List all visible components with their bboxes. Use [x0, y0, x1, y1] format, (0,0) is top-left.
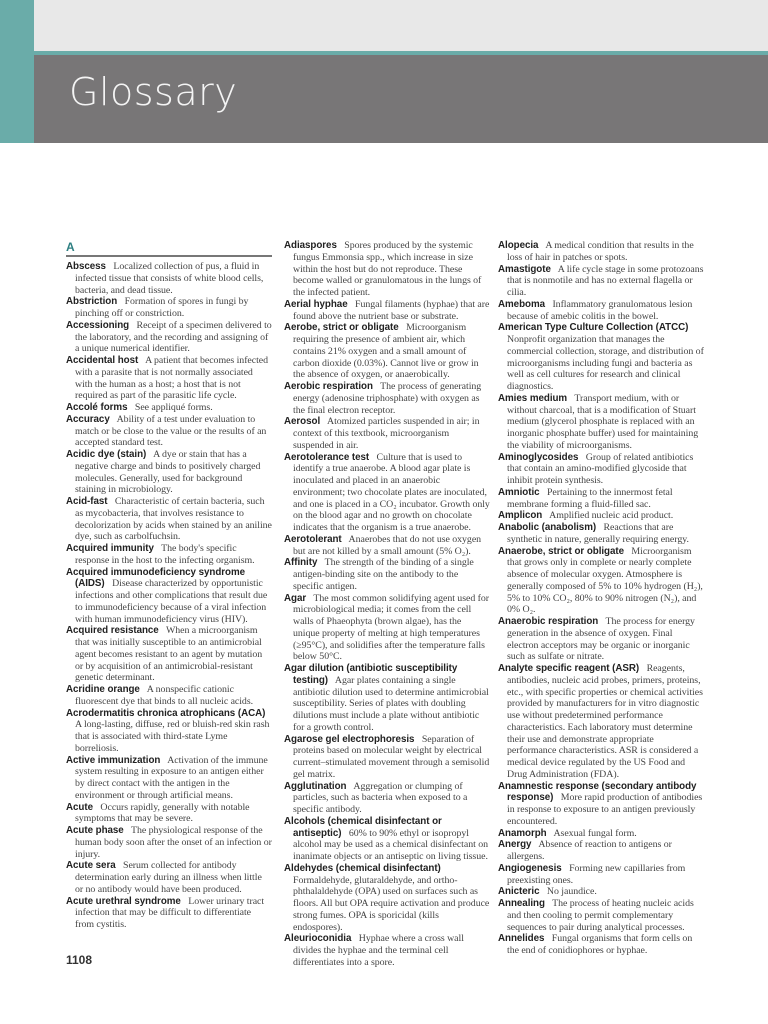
glossary-definition: A nonspecific cationic fluorescent dye that binds to all nucleic acids.: [75, 684, 254, 707]
glossary-definition: See appliqué forms.: [134, 402, 213, 413]
glossary-term: Acidic dye (stain): [66, 449, 147, 460]
glossary-entry: [498, 663, 704, 781]
glossary-term: Analyte specific reagent (ASR): [498, 663, 640, 674]
glossary-definition: Characteristic of certain bacteria, such as mycobacteria, that involves resistance to decolorization by acids when stained by an aniline dye, such as carbolfuchsin.: [75, 496, 272, 543]
glossary-definition: The strength of the binding of a single antigen-binding site on the antibody to the specific antigen.: [293, 557, 474, 592]
glossary-term: Aerotolerant: [284, 533, 342, 545]
glossary-term: Acquired resistance: [66, 625, 159, 637]
glossary-entry: [498, 240, 704, 264]
glossary-definition: Aggregation or clumping of particles, such as bacteria when exposed to a specific antibody.: [293, 780, 468, 815]
glossary-definition: No jaundice.: [546, 886, 597, 898]
glossary-entry: [284, 322, 490, 381]
glossary-term: Agarose gel electrophoresis: [284, 733, 415, 745]
glossary-definition: Fungal filaments (hyphae) that are found above the nutrient base or substrate.: [293, 298, 490, 322]
teal-side-strip: [0, 0, 34, 143]
glossary-definition: The physiological response of the human body soon after the onset of an infection or injury.: [75, 825, 272, 860]
glossary-column-2: [284, 240, 490, 969]
glossary-definition: Group of related antibiotics that contain an amino-modified glycoside that inhibit protein synthesis.: [507, 451, 694, 486]
glossary-entry: [284, 593, 490, 664]
glossary-entry: [498, 487, 704, 511]
glossary-term: Adiaspores: [284, 240, 337, 251]
glossary-entry: [66, 896, 272, 931]
glossary-term: Agar dilution (antibiotic susceptibility testing): [284, 663, 458, 686]
glossary-entry: [66, 261, 272, 296]
glossary-term: Accessioning: [66, 319, 130, 331]
glossary-term: Acute: [66, 801, 93, 813]
glossary-entry: [66, 496, 272, 543]
glossary-term: Amastigote: [498, 263, 551, 275]
glossary-entry: [284, 416, 490, 451]
glossary-definition: Formation of spores in fungi by pinching off or constriction.: [75, 296, 249, 319]
glossary-entry: [498, 299, 704, 323]
glossary-term: Accidental host: [66, 355, 139, 366]
glossary-entry: [284, 299, 490, 323]
glossary-definition: Hyphae where a cross wall divides the hyphae and the terminal cell differentiates into a spore.: [293, 933, 464, 968]
glossary-term: Accuracy: [66, 413, 110, 425]
glossary-term: Aldehydes (chemical disinfectant): [284, 862, 441, 874]
glossary-definition: Spores produced by the systemic fungus Emmonsia spp., which increase in size within the host but do not reproduce. These become walled or granulomatous in the lungs of the infected patient.: [293, 240, 482, 298]
glossary-term: Abscess: [66, 261, 106, 272]
glossary-term: Anamnestic response (secondary antibody response): [498, 780, 697, 804]
glossary-definition: Amplified nucleic acid product.: [549, 510, 674, 522]
page-number: 1108: [66, 953, 93, 967]
glossary-term: Acid-fast: [66, 496, 108, 507]
glossary-definition: Nonprofit organization that manages the commercial collection, storage, and distribution of microorganisms including fungi and bacteria as well as cell cultures for research and clinical diagnostics.: [507, 334, 704, 392]
glossary-term: Aleurioconidia: [284, 933, 352, 945]
glossary-entry: [284, 557, 490, 592]
glossary-definition: Ability of a test under evaluation to match or be close to the value or the results of an accepted standard test.: [75, 413, 267, 449]
glossary-term: Active immunization: [66, 754, 161, 766]
glossary-term: Ameboma: [498, 298, 546, 310]
glossary-entry: [66, 414, 272, 449]
glossary-term: Anaerobic respiration: [498, 616, 599, 627]
glossary-entry: [66, 625, 272, 684]
glossary-entry: [284, 240, 490, 299]
glossary-term: Aerosol: [284, 416, 321, 428]
glossary-term: Anamorph: [498, 827, 547, 839]
glossary-definition: Asexual fungal form.: [553, 827, 637, 839]
glossary-definition: Microorganism requiring the presence of ambient air, which contains 21% oxygen and a small amount of carbon dioxide (0.03%). Cannot live or grow in the absence of oxygen, or anaerobically.: [293, 322, 479, 381]
glossary-entry: [66, 402, 272, 414]
glossary-definition: Activation of the immune system resulting in exposure to an antigen either by direct contact with the antigen in the environment or through artificial means.: [75, 754, 268, 801]
glossary-definition: Lower urinary tract infection that may be difficult to differentiate from cystitis.: [75, 895, 265, 930]
glossary-entry: [66, 825, 272, 860]
glossary-definition: Formaldehyde, glutaraldehyde, and ortho-phthalaldehyde (OPA) used on surfaces such as floors. All but OPA require activation and produce strong fumes. OPA is sporicidal (kills endospores).: [293, 874, 490, 933]
glossary-term: Affinity: [284, 557, 318, 569]
glossary-entry: [284, 663, 490, 734]
glossary-term: Alcohols (chemical disinfectant or antiseptic): [284, 815, 442, 839]
glossary-definition: Agar plates containing a single antibiotic dilution used to determine antimicrobial susceptibility. Series of plates with doubling dilutions must include a plate without antibiotic for a growth control.: [293, 674, 489, 733]
glossary-entry: [498, 264, 704, 299]
glossary-definition: The body's specific response in the host to the infecting organism.: [75, 543, 255, 566]
glossary-entry: [498, 886, 704, 898]
glossary-definition: Anaerobes that do not use oxygen but are not killed by a small amount (5% O₂).: [293, 533, 482, 557]
glossary-term: Anaerobe, strict or obligate: [498, 545, 624, 557]
glossary-entry: [66, 684, 272, 708]
glossary-term: Aminoglycosides: [498, 451, 579, 463]
glossary-definition: A medical condition that results in the loss of hair in patches or spots.: [507, 240, 694, 263]
glossary-entry: [498, 898, 704, 933]
glossary-definition: Localized collection of pus, a fluid in infected tissue that consists of white blood cells, bacteria, and dead tissue.: [75, 261, 264, 296]
glossary-entry: [284, 452, 490, 534]
glossary-term: Acridine orange: [66, 684, 140, 695]
glossary-definition: Transport medium, with or without charcoal, that is a modification of Stuart medium (glycerol phosphate is replaced with an inorganic phosphate buffer) used for maintaining the viability of microorganisms.: [507, 392, 699, 451]
glossary-entry: [498, 452, 704, 487]
glossary-definition: Separation of proteins based on molecular weight by electrical current–stimulated movement through a semisolid gel matrix.: [293, 733, 490, 780]
glossary-definition: A patient that becomes infected with a parasite that is not normally associated with the human as a host; a host that is not required as part of the parasitic life cycle.: [75, 355, 269, 402]
glossary-definition: Reactions that are synthetic in nature, generally requiring energy.: [507, 522, 689, 545]
glossary-term: Anicteric: [498, 886, 540, 898]
glossary-entry: [284, 816, 490, 863]
glossary-entry: [498, 393, 704, 452]
glossary-entry: [284, 933, 490, 968]
glossary-definition: 60% to 90% ethyl or isopropyl alcohol may be used as a chemical disinfectant on inanimate objects or an antiseptic on living tissue.: [293, 827, 488, 862]
glossary-term: Acute phase: [66, 825, 124, 836]
glossary-entry: [66, 708, 272, 755]
glossary-entry: [66, 567, 272, 626]
glossary-definition: Occurs rapidly, generally with notable symptoms that may be severe.: [75, 801, 250, 825]
glossary-definition: A life cycle stage in some protozoans that is nonmotile and has no external flagella or cilia.: [507, 263, 704, 298]
glossary-term: Acute urethral syndrome: [66, 895, 181, 907]
glossary-term: Agglutination: [284, 780, 347, 792]
glossary-definition: A long-lasting, diffuse, red or bluish-red skin rash that is associated with third-state Lyme borreliosis.: [75, 719, 270, 754]
glossary-definition: Forming new capillaries from preexisting ones.: [507, 862, 686, 886]
glossary-term: Amies medium: [498, 392, 568, 404]
glossary-term: Alopecia: [498, 240, 539, 251]
glossary-definition: Serum collected for antibody determination early during an illness when little or no antibody would have been produced.: [75, 860, 262, 895]
glossary-entry: [66, 449, 272, 496]
glossary-term: Amplicon: [498, 510, 543, 522]
glossary-entry: [66, 755, 272, 802]
glossary-entry: [498, 510, 704, 522]
glossary-term: American Type Culture Collection (ATCC): [498, 322, 689, 334]
glossary-term: Amniotic: [498, 486, 540, 498]
glossary-definition: Absence of reaction to antigens or allergens.: [507, 839, 672, 862]
glossary-entry: [66, 860, 272, 895]
glossary-definition: The process of generating energy (adenosine triphosphate) with oxygen as the final electron receptor.: [293, 381, 482, 416]
glossary-term: Aerial hyphae: [284, 298, 348, 310]
glossary-entry: [284, 863, 490, 934]
glossary-entry: [66, 543, 272, 567]
glossary-entry: [498, 828, 704, 840]
glossary-definition: Inflammatory granulomatous lesion because of amebic colitis in the bowel.: [507, 298, 693, 322]
glossary-term: Acquired immunodeficiency syndrome (AIDS): [66, 566, 246, 590]
glossary-entry: [498, 616, 704, 663]
glossary-entry: [284, 781, 490, 816]
glossary-term: Agar: [284, 592, 307, 604]
glossary-definition: Microorganism that grows only in complete or nearly complete absence of molecular oxygen. Atmosphere is generally composed of 5% to 10% hydrogen (H₂), 5% to 10% CO₂, 80% to 90% nitrogen (N₂), and 0% O₂.: [507, 545, 703, 616]
glossary-column-1: [66, 240, 272, 931]
glossary-entry: [498, 546, 704, 617]
glossary-definition: The process for energy generation in the absence of oxygen. Final electron acceptors may be organic or inorganic such as sulfate or nitrate.: [507, 616, 695, 663]
glossary-definition: More rapid production of antibodies in response to exposure to an antigen previously encountered.: [507, 792, 703, 827]
glossary-definition: Fungal organisms that form cells on the end of conidiophores or hyphae.: [507, 933, 693, 956]
glossary-term: Aerobic respiration: [284, 381, 373, 392]
glossary-entry: [284, 534, 490, 558]
glossary-definition: Atomized particles suspended in air; in context of this textbook, microorganism suspended in air.: [293, 416, 480, 451]
glossary-definition: Disease characterized by opportunistic infections and other complications that result due to immunodeficiency because of a viral infection with human immunodeficiency virus (HIV).: [75, 578, 268, 625]
glossary-entry: [66, 802, 272, 826]
glossary-entry: [66, 320, 272, 355]
glossary-term: Annelides: [498, 933, 545, 945]
glossary-term: Angiogenesis: [498, 862, 562, 874]
glossary-entry: [66, 355, 272, 402]
glossary-term: Acrodermatitis chronica atrophicans (ACA): [66, 707, 266, 719]
glossary-entry: [284, 381, 490, 416]
glossary-term: Annealing: [498, 898, 545, 909]
glossary-term: Abstriction: [66, 296, 118, 308]
glossary-definition: The most common solidifying agent used for microbiological media; it comes from the cell walls of Phaeophyta (brown algae), has the unique property of melting at high temperatures (≥95°C), and solidifies after the temperature falls below 50°C.: [293, 592, 489, 663]
glossary-definition: Receipt of a specimen delivered to the laboratory, and the recording and assigning of a unique numerical identifier.: [75, 319, 272, 355]
glossary-term: Accolé forms: [66, 402, 128, 413]
glossary-definition: Reagents, antibodies, nucleic acid probes, primers, proteins, etc., with specific properties or chemical activities provided by manufacturers for in vitro diagnostic use without predetermined performance characteristics. Each laboratory must determine their use and demonstrate appropriate performance characteristics. ASR is considered a medical device regulated by the US Food and Drug Administration (FDA).: [507, 663, 703, 780]
glossary-definition: The process of heating nucleic acids and then cooling to permit complementary sequences to pair during analytical processes.: [507, 898, 694, 933]
glossary-term: Anabolic (anabolism): [498, 522, 597, 533]
glossary-entry: [284, 734, 490, 781]
glossary-entry: [66, 296, 272, 320]
header-top-band: [34, 0, 768, 51]
glossary-entry: [498, 781, 704, 828]
glossary-term: Acquired immunity: [66, 543, 154, 554]
glossary-term: Aerotolerance test: [284, 451, 370, 463]
glossary-definition: Culture that is used to identify a true anaerobe. A blood agar plate is inoculated and placed in an anaerobic environment; two chocolate plates are inoculated, and one is placed in a CO₂ incubator. Growth only on the blood agar and no growth on chocolate indicates that the organism is a true anaerobe.: [293, 451, 490, 533]
glossary-entry: [498, 933, 704, 957]
glossary-term: Acute sera: [66, 860, 116, 872]
glossary-definition: Pertaining to the innermost fetal membrane forming a fluid-filled sac.: [507, 486, 673, 510]
glossary-term: Anergy: [498, 839, 532, 851]
glossary-column-3: [498, 240, 704, 957]
glossary-definition: When a microorganism that was initially susceptible to an antimicrobial agent becomes resistant to an agent by mutation or by acquisition of an antimicrobial-resistant genetic determinant.: [75, 625, 263, 684]
glossary-entry: [498, 839, 704, 863]
glossary-entry: [498, 863, 704, 887]
section-letter: A: [66, 240, 272, 257]
page-title: Glossary: [69, 70, 238, 114]
glossary-entry: [498, 522, 704, 546]
glossary-entry: [498, 322, 704, 393]
glossary-definition: A dye or stain that has a negative charge and binds to positively charged molecules. Generally, used for background staining in microbiology.: [75, 449, 261, 496]
glossary-term: Aerobe, strict or obligate: [284, 322, 399, 334]
